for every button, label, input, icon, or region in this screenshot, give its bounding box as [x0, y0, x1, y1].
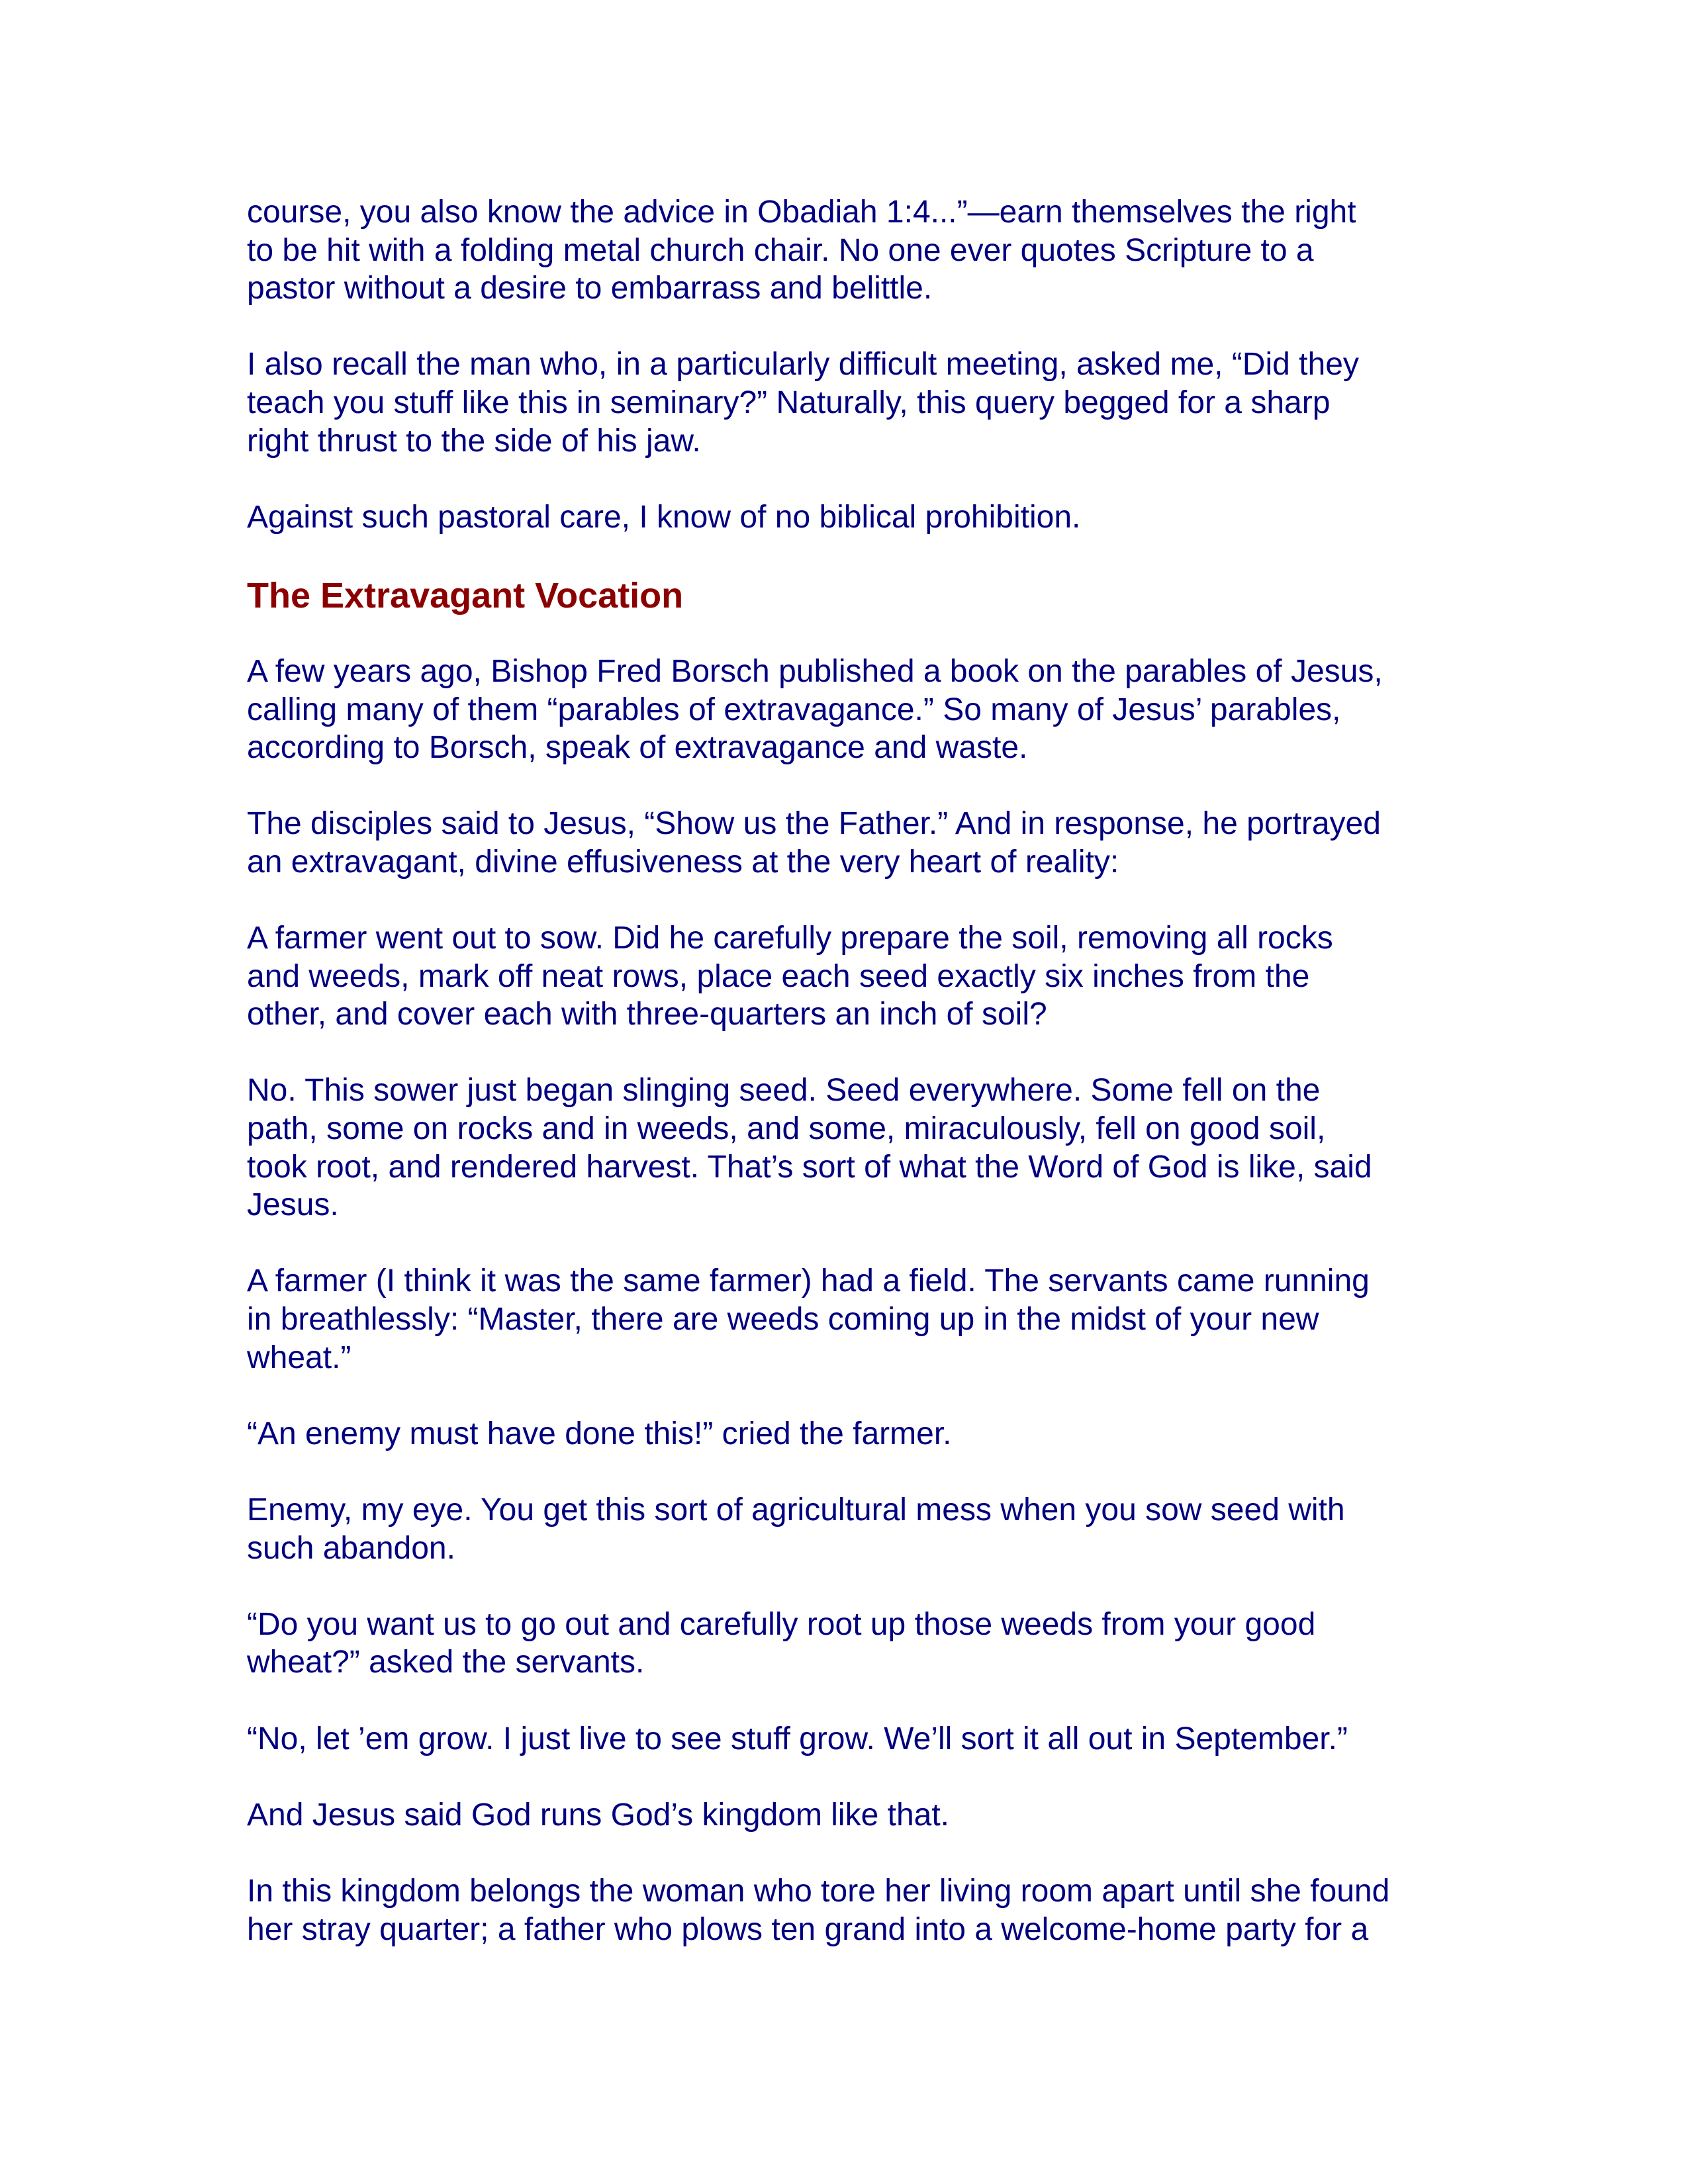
- paragraph: “No, let ’em grow. I just live to see stuff grow. We’ll sort it all out in September.”: [247, 1721, 1348, 1756]
- paragraph: In this kingdom belongs the woman who tore her living room apart until she found her stray quarter; a father who plows ten grand into a welcome-home party for a: [247, 1873, 1390, 1947]
- paragraph: No. This sower just began slinging seed. Seed everywhere. Some fell on the path, some on rocks and in weeds, and some, miraculously, fell on good soil, took root, and rendered harvest. That’s sort of what the Word of God is like, said Jesus.: [247, 1073, 1372, 1223]
- paragraph: “Do you want us to go out and carefully root up those weeds from your good wheat?” asked the servants.: [247, 1606, 1316, 1680]
- paragraph: A farmer went out to sow. Did he carefully prepare the soil, removing all rocks and weeds, mark off neat rows, place each seed exactly six inches from the other, and cover each with three-quarters an inch of soil?: [247, 921, 1333, 1032]
- paragraph: “An enemy must have done this!” cried the farmer.: [247, 1416, 952, 1451]
- document-page: [247, 193, 1452, 1987]
- paragraph: Enemy, my eye. You get this sort of agricultural mess when you sow seed with such abandon.: [247, 1492, 1345, 1566]
- paragraph: And Jesus said God runs God’s kingdom like that.: [247, 1797, 950, 1833]
- paragraph: A farmer (I think it was the same farmer) had a field. The servants came running in breathlessly: “Master, there are weeds coming up in the midst of your new wheat.”: [247, 1263, 1370, 1375]
- paragraph: A few years ago, Bishop Fred Borsch published a book on the parables of Jesus, calling many of them “parables of extravagance.” So many of Jesus’ parables, according to Borsch, speak of extravagance and waste.: [247, 653, 1383, 766]
- paragraph: course, you also know the advice in Obadiah 1:4...”—earn themselves the right to be hit with a folding metal church chair. No one ever quotes Scripture to a pastor without a desire to embarrass and belittle.: [247, 195, 1356, 306]
- section-heading: The Extravagant Vocation: [247, 575, 684, 615]
- paragraph: The disciples said to Jesus, “Show us the Father.” And in response, he portrayed an extravagant, divine effusiveness at the very heart of reality:: [247, 806, 1381, 880]
- paragraph: I also recall the man who, in a particularly difficult meeting, asked me, “Did they teach you stuff like this in seminary?” Naturally, this query begged for a sharp right thrust to the side of his jaw.: [247, 347, 1359, 459]
- paragraph: Against such pastoral care, I know of no biblical prohibition.: [247, 499, 1081, 535]
